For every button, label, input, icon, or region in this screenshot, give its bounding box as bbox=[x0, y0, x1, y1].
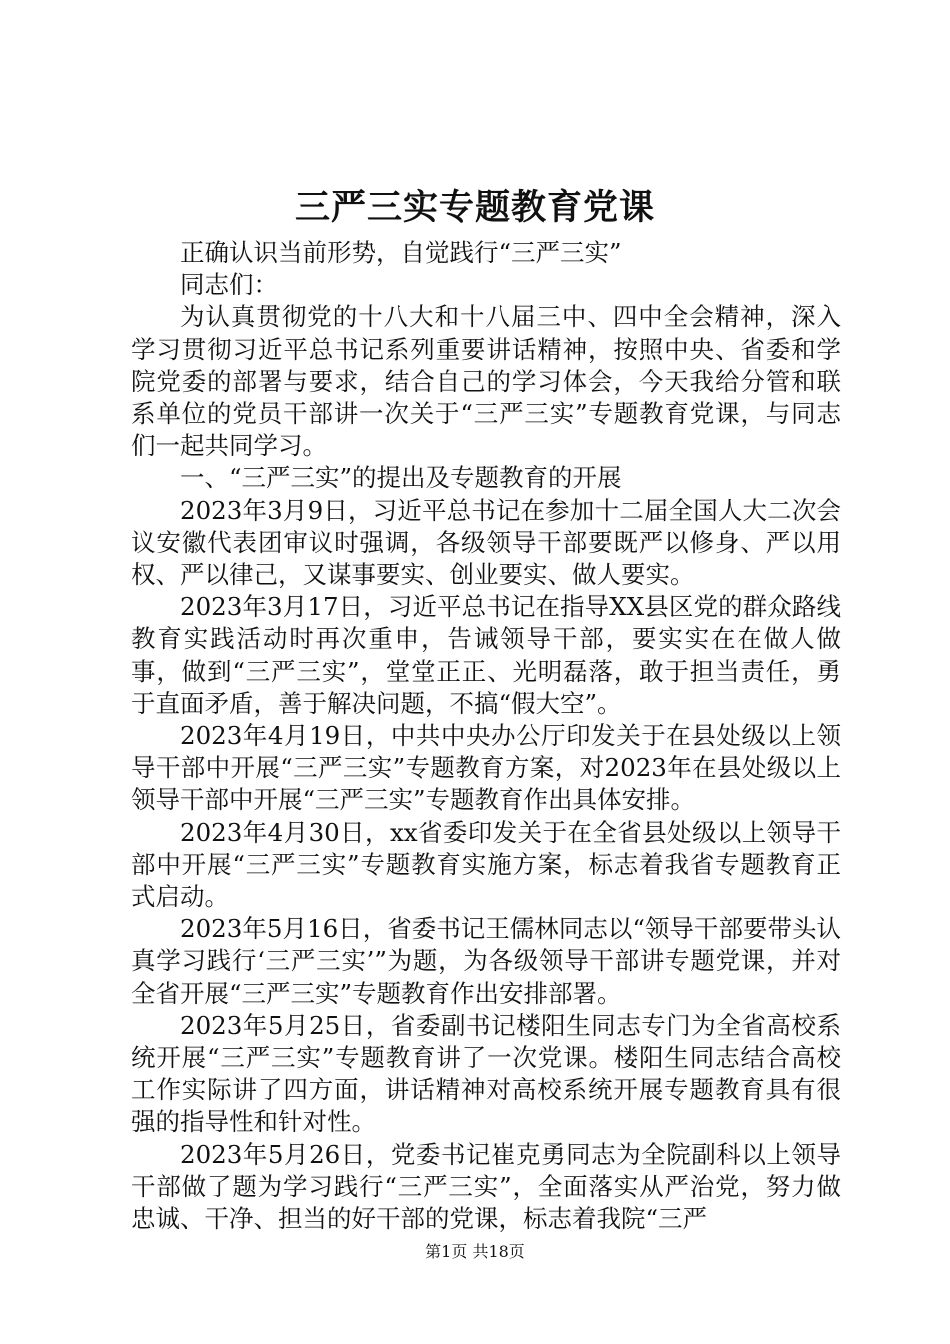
body-paragraph: 2023年4月19日，中共中央办公厅印发关于在县处级以上领导干部中开展“三严三实”专题教育方案，对2023年在县处级以上领导干部中开展“三严三实”专题教育作出具体安排。 bbox=[131, 721, 841, 815]
body-paragraph: 2023年5月25日，省委副书记楼阳生同志专门为全省高校系统开展“三严三实”专题教育讲了一次党课。楼阳生同志结合高校工作实际讲了四方面，讲话精神对高校系统开展专题教育具有很强的指导性和针对性。 bbox=[131, 1010, 841, 1137]
body-paragraph: 为认真贯彻党的十八大和十八届三中、四中全会精神，深入学习贯彻习近平总书记系列重要讲话精神，按照中央、省委和学院党委的部署与要求，结合自己的学习体会，今天我给分管和联系单位的党员干部讲一次关于“三严三实”专题教育党课，与同志们一起共同学习。 bbox=[131, 302, 841, 461]
body-paragraph: 2023年5月16日，省委书记王儒林同志以“领导干部要带头认真学习践行‘三严三实’”为题，为各级领导干部讲专题党课，并对全省开展“三严三实”专题教育作出安排部署。 bbox=[131, 914, 841, 1008]
body-paragraph: 2023年3月9日，习近平总书记在参加十二届全国人大二次会议安徽代表团审议时强调，各级领导干部要既严以修身、严以用权、严以律己，又谋事要实、创业要实、做人要实。 bbox=[131, 495, 841, 590]
document-body bbox=[131, 237, 841, 1235]
salutation-paragraph: 同志们： bbox=[180, 270, 278, 300]
body-paragraph: 2023年5月26日，党委书记崔克勇同志为全院副科以上领导干部做了题为学习践行“三严三实”，全面落实从严治党，努力做忠诚、干净、担当的好干部的党课，标志着我院“三严 bbox=[131, 1139, 841, 1234]
document-title: 三严三实专题教育党课 bbox=[294, 187, 655, 228]
subtitle-paragraph: 正确认识当前形势，自觉践行“三严三实” bbox=[180, 238, 622, 267]
page-footer: 第1页 共18页 bbox=[425, 1242, 525, 1261]
body-paragraph: 2023年4月30日，xx省委印发关于在全省县处级以上领导干部中开展“三严三实”专题教育实施方案，标志着我省专题教育正式启动。 bbox=[131, 817, 841, 912]
body-paragraph: 2023年3月17日，习近平总书记在指导XX县区党的群众路线教育实践活动时再次重申，告诫领导干部，要实实在在做人做事，做到“三严三实”，堂堂正正、光明磊落，敢于担当责任，勇于直面矛盾，善于解决问题，不搞“假大空”。 bbox=[131, 592, 841, 718]
section-heading: 一、“三严三实”的提出及专题教育的开展 bbox=[180, 463, 622, 493]
